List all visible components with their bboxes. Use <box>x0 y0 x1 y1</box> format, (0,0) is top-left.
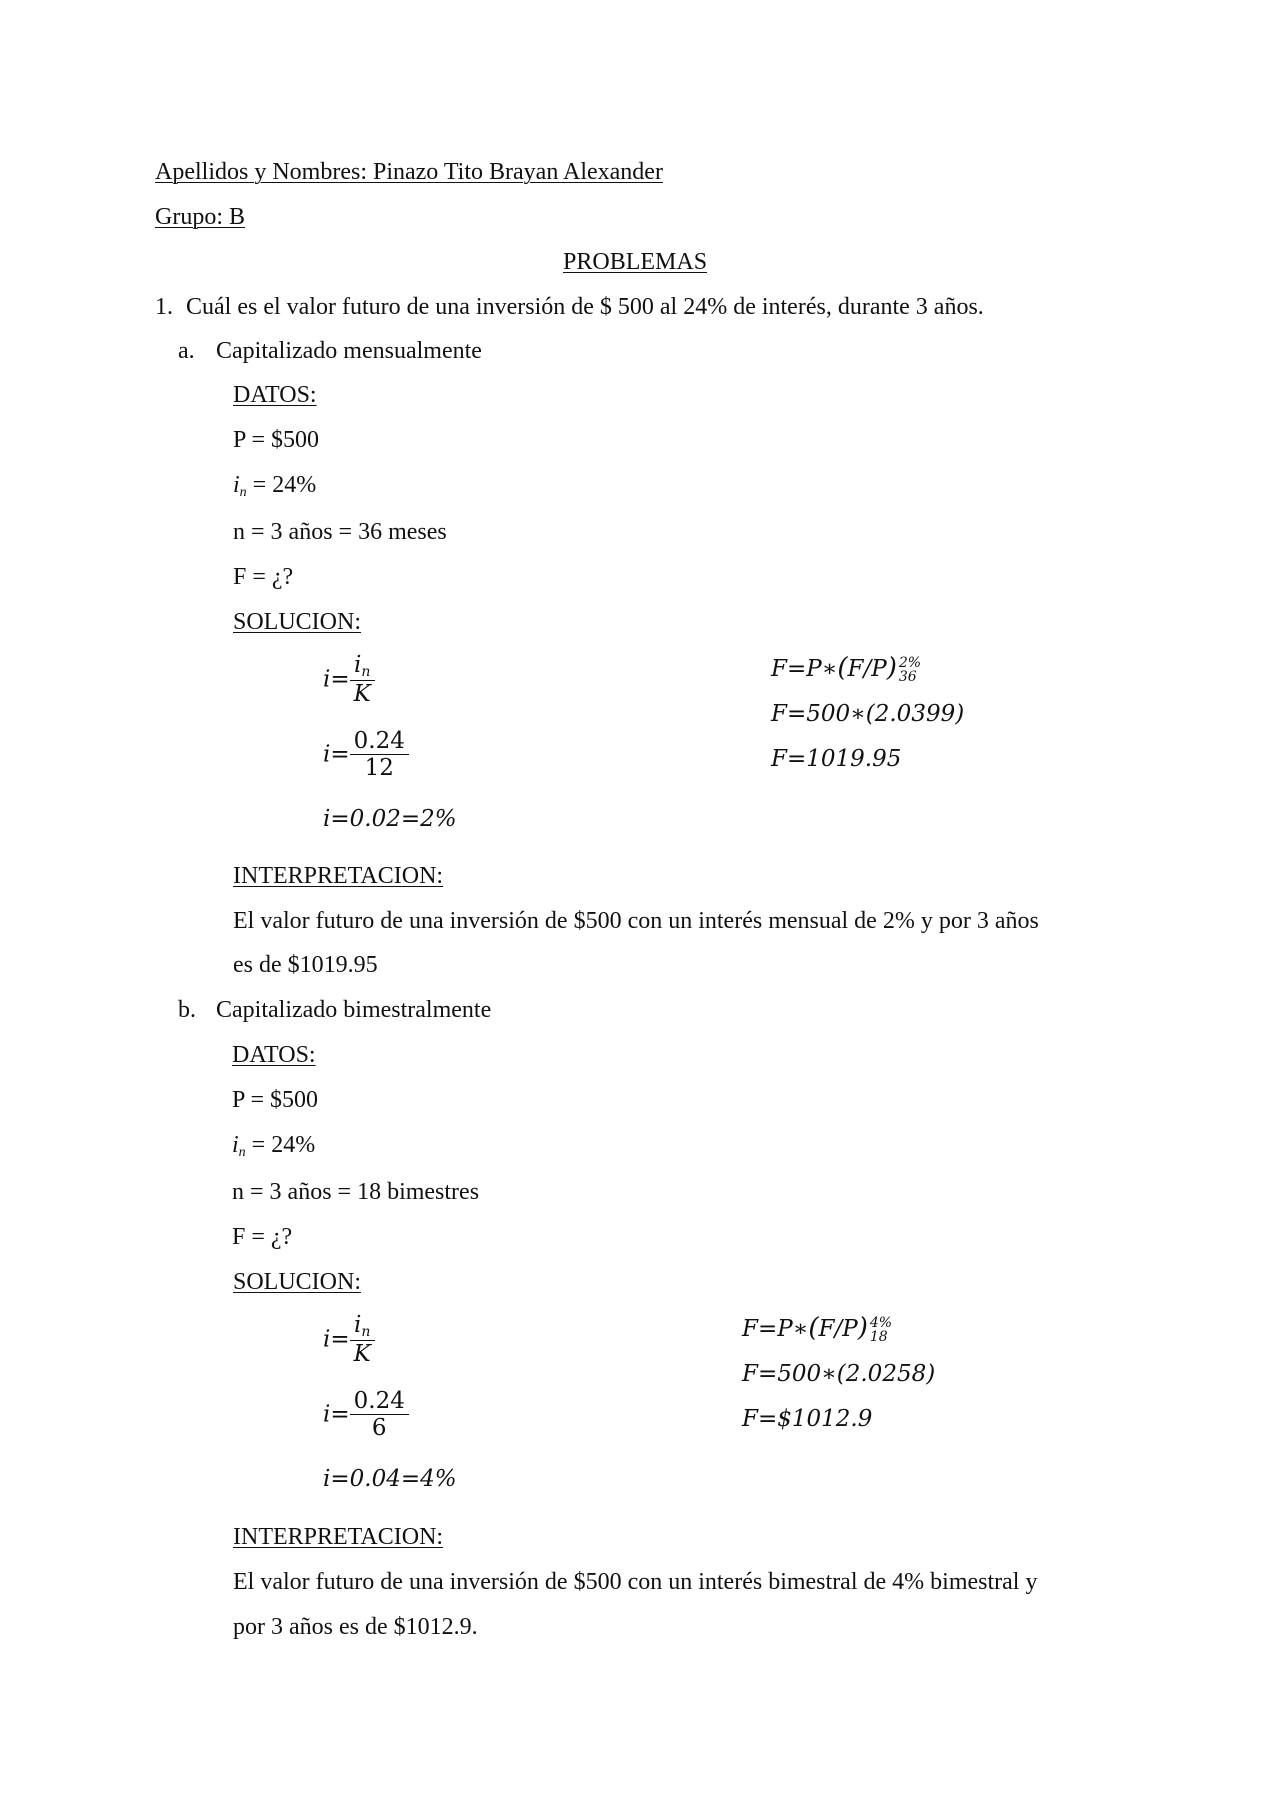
part-b-f-eq1 <box>742 1315 892 1344</box>
part-a-interp-label: INTERPRETACION: <box>233 863 444 889</box>
eq1-num-var: i <box>354 1312 362 1338</box>
rate-value: = 24% <box>246 472 317 498</box>
part-b-f-unknown: F = ¿? <box>232 1224 293 1250</box>
f-eq1-sup: 4% <box>869 1315 893 1331</box>
part-b-interp-line2: por 3 años es de $1012.9. <box>233 1614 478 1640</box>
part-a-eq3: i=0.02=2% <box>323 806 457 832</box>
close-paren: ) <box>857 1313 868 1343</box>
part-b-n-value: n = 3 años = 18 bimestres <box>232 1179 480 1205</box>
part-a-eq1 <box>323 652 375 708</box>
eq1-den: K <box>353 681 371 708</box>
eq2-den: 12 <box>364 755 394 782</box>
part-a-f-unknown: F = ¿? <box>233 564 294 590</box>
part-b-datos-label: DATOS: <box>232 1042 316 1068</box>
f-eq1-inner: F/P <box>818 1316 858 1342</box>
eq1-fraction <box>350 652 375 708</box>
var-i: i <box>233 472 240 498</box>
page-title: PROBLEMAS <box>563 249 708 275</box>
sub-n: n <box>239 485 247 500</box>
eq1-den: K <box>353 1341 371 1368</box>
eq2-den: 6 <box>371 1415 387 1442</box>
part-a-interp-line2: es de $1019.95 <box>233 952 378 978</box>
part-b-marker: b. <box>178 997 196 1023</box>
f-eq1-sub: 36 <box>898 669 917 685</box>
part-b-p-value: P = $500 <box>232 1087 318 1113</box>
f-eq1-scripts <box>899 656 921 684</box>
part-b-solucion-label: SOLUCION: <box>233 1269 362 1295</box>
eq1-lhs: i= <box>323 666 350 693</box>
f-eq1-scripts <box>870 1316 892 1344</box>
eq2-num: 0.24 <box>350 728 409 755</box>
rate-value: = 24% <box>245 1132 316 1158</box>
eq2-fraction <box>350 728 409 782</box>
part-a-eq2 <box>323 728 409 782</box>
part-a-solucion-label: SOLUCION: <box>233 609 362 635</box>
eq1-lhs: i= <box>323 1326 350 1353</box>
eq2-lhs: i= <box>323 1401 350 1428</box>
part-b-eq3: i=0.04=4% <box>323 1466 457 1492</box>
f-eq1-sup: 2% <box>898 655 922 671</box>
part-b-f-eq2: F=500∗(2.0258) <box>742 1361 936 1387</box>
eq2-lhs: i= <box>323 741 350 768</box>
part-a-heading: Capitalizado mensualmente <box>216 338 482 364</box>
part-b-heading: Capitalizado bimestralmente <box>216 997 492 1023</box>
f-eq1-main: F=P∗ <box>742 1316 809 1342</box>
part-b-f-eq3: F=$1012.9 <box>742 1406 873 1432</box>
part-b-eq2 <box>323 1388 409 1442</box>
eq1-num-var: i <box>354 652 362 678</box>
part-a-f-eq1 <box>771 655 921 684</box>
f-eq1-main: F=P∗ <box>771 656 838 682</box>
part-a-marker: a. <box>178 338 195 364</box>
eq1-num-sub: n <box>361 1324 371 1340</box>
part-a-f-eq2: F=500∗(2.0399) <box>771 701 965 727</box>
eq1-num-sub: n <box>361 664 371 680</box>
close-paren: ) <box>886 653 897 683</box>
part-a-p-value: P = $500 <box>233 427 319 453</box>
part-b-eq1 <box>323 1312 375 1368</box>
f-eq1-sub: 18 <box>869 1329 888 1345</box>
problem-statement: Cuál es el valor futuro de una inversión de $ 500 al 24% de interés, durante 3 años. <box>186 294 984 320</box>
part-b-interp-label: INTERPRETACION: <box>233 1524 444 1550</box>
var-i: i <box>232 1132 239 1158</box>
part-a-datos-label: DATOS: <box>233 382 317 408</box>
eq1-fraction <box>350 1312 375 1368</box>
part-b-nominal-rate <box>232 1133 315 1160</box>
open-paren: ( <box>808 1313 819 1343</box>
problem-number: 1. <box>155 294 173 320</box>
eq2-fraction <box>350 1388 409 1442</box>
open-paren: ( <box>837 653 848 683</box>
eq2-num: 0.24 <box>350 1388 409 1415</box>
group-line: Grupo: B <box>155 204 245 230</box>
part-a-interp-line1: El valor futuro de una inversión de $500 con un interés mensual de 2% y por 3 años <box>233 908 1039 934</box>
part-a-nominal-rate <box>233 473 316 500</box>
part-a-f-eq3: F=1019.95 <box>771 746 902 772</box>
part-b-interp-line1: El valor futuro de una inversión de $500 con un interés bimestral de 4% bimestral y <box>233 1569 1038 1595</box>
part-a-n-value: n = 3 años = 36 meses <box>233 519 447 545</box>
sub-n: n <box>238 1145 246 1160</box>
student-name-line: Apellidos y Nombres: Pinazo Tito Brayan Alexander <box>155 159 663 185</box>
f-eq1-inner: F/P <box>847 656 887 682</box>
